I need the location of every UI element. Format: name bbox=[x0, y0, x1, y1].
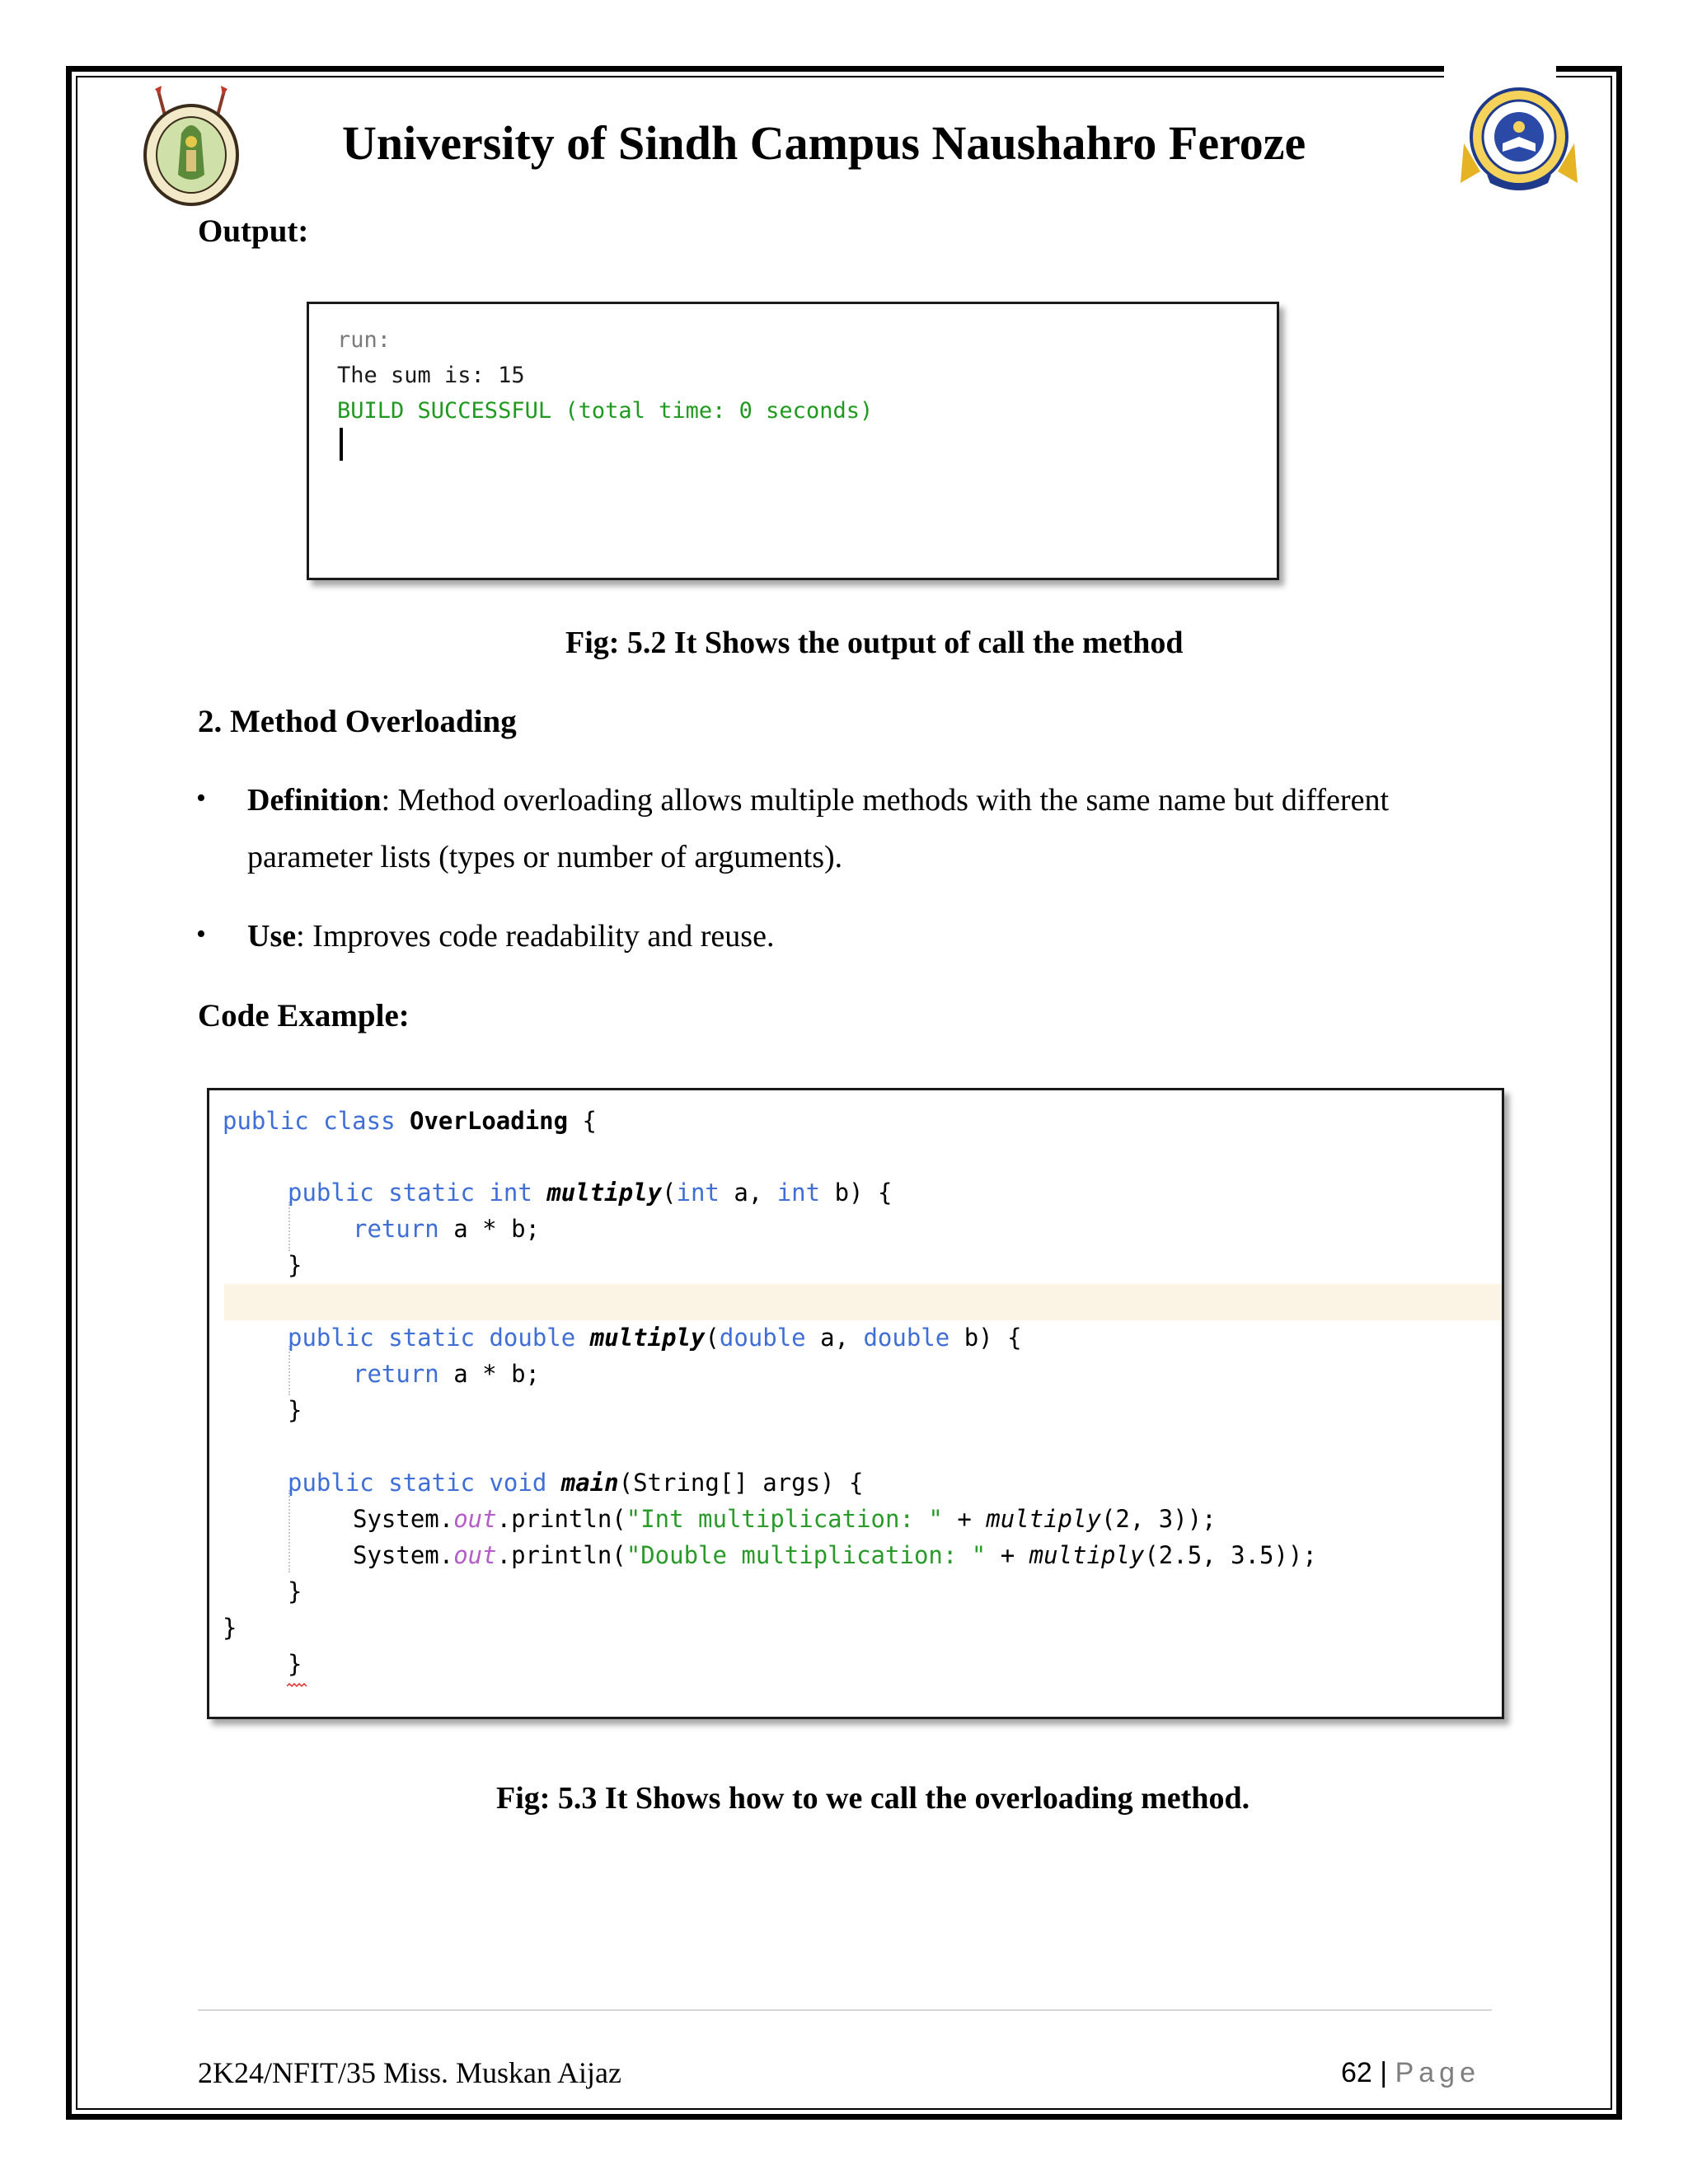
console-output-screenshot bbox=[307, 302, 1279, 580]
output-heading: Output: bbox=[198, 213, 309, 249]
figure-caption-5-3: Fig: 5.3 It Shows how to we call the overloading method. bbox=[496, 1781, 1250, 1816]
section-heading-method-overloading: 2. Method Overloading bbox=[198, 704, 517, 739]
figure-caption-5-2: Fig: 5.2 It Shows the output of call the method bbox=[565, 626, 1184, 660]
indent-guide bbox=[288, 1202, 290, 1251]
console-line-run: run: bbox=[337, 327, 392, 353]
use-text: : Improves code readability and reuse. bbox=[296, 919, 775, 954]
definition-label: Definition bbox=[247, 783, 382, 818]
border-gap bbox=[1444, 63, 1556, 81]
code-line-return-1: return a * b; bbox=[353, 1215, 540, 1243]
page-label: Page bbox=[1395, 2057, 1480, 2088]
use-label: Use bbox=[247, 919, 297, 954]
definition-line-1 bbox=[247, 782, 1389, 818]
code-line-close-1: } bbox=[288, 1251, 302, 1279]
code-line-close-3: } bbox=[288, 1577, 302, 1605]
use-line bbox=[247, 918, 774, 954]
code-line-close-2: } bbox=[288, 1396, 302, 1424]
code-line-println-int: System.out.println("Int multiplication: " + multiply(2, 3)); bbox=[353, 1505, 1217, 1533]
text-cursor bbox=[340, 428, 343, 461]
footer-page-number bbox=[1341, 2057, 1480, 2089]
definition-text: : Method overloading allows multiple methods with the same name but different bbox=[381, 783, 1390, 818]
page-title: University of Sindh Campus Naushahro Feroze bbox=[342, 116, 1306, 170]
code-line-main: public static void main(String[] args) { bbox=[288, 1469, 864, 1497]
code-line-stray-brace: } bbox=[288, 1650, 302, 1678]
page-number: 62 bbox=[1341, 2057, 1372, 2088]
indent-guide bbox=[288, 1490, 290, 1572]
bullet-marker: • bbox=[196, 919, 206, 949]
code-line-multiply-int: public static int multiply(int a, int b) { bbox=[288, 1179, 893, 1207]
error-squiggle-icon bbox=[287, 1683, 308, 1688]
campus-naushahro-feroze-emblem-icon bbox=[1457, 86, 1581, 193]
code-line-close-class: } bbox=[223, 1614, 237, 1642]
code-line-return-2: return a * b; bbox=[353, 1360, 540, 1388]
code-example-heading: Code Example: bbox=[198, 998, 410, 1033]
code-line-class: public class OverLoading { bbox=[223, 1107, 598, 1135]
code-line-println-double: System.out.println("Double multiplication: " + multiply(2.5, 3.5)); bbox=[353, 1541, 1317, 1569]
footer-divider bbox=[198, 2009, 1492, 2011]
university-of-sindh-seal-icon bbox=[140, 84, 242, 209]
code-line-multiply-double: public static double multiply(double a, double b) { bbox=[288, 1324, 1022, 1352]
indent-guide bbox=[288, 1346, 290, 1395]
page-separator: | bbox=[1380, 2057, 1388, 2088]
footer-author: 2K24/NFIT/35 Miss. Muskan Aijaz bbox=[198, 2056, 622, 2089]
console-line-build: BUILD SUCCESSFUL (total time: 0 seconds) bbox=[337, 398, 874, 424]
definition-line-2: parameter lists (types or number of arguments). bbox=[247, 840, 843, 874]
current-line-highlight bbox=[224, 1284, 1503, 1320]
code-editor-screenshot bbox=[207, 1088, 1504, 1719]
bullet-marker: • bbox=[196, 783, 206, 813]
console-line-sum: The sum is: 15 bbox=[337, 363, 525, 388]
console-text bbox=[337, 322, 873, 429]
